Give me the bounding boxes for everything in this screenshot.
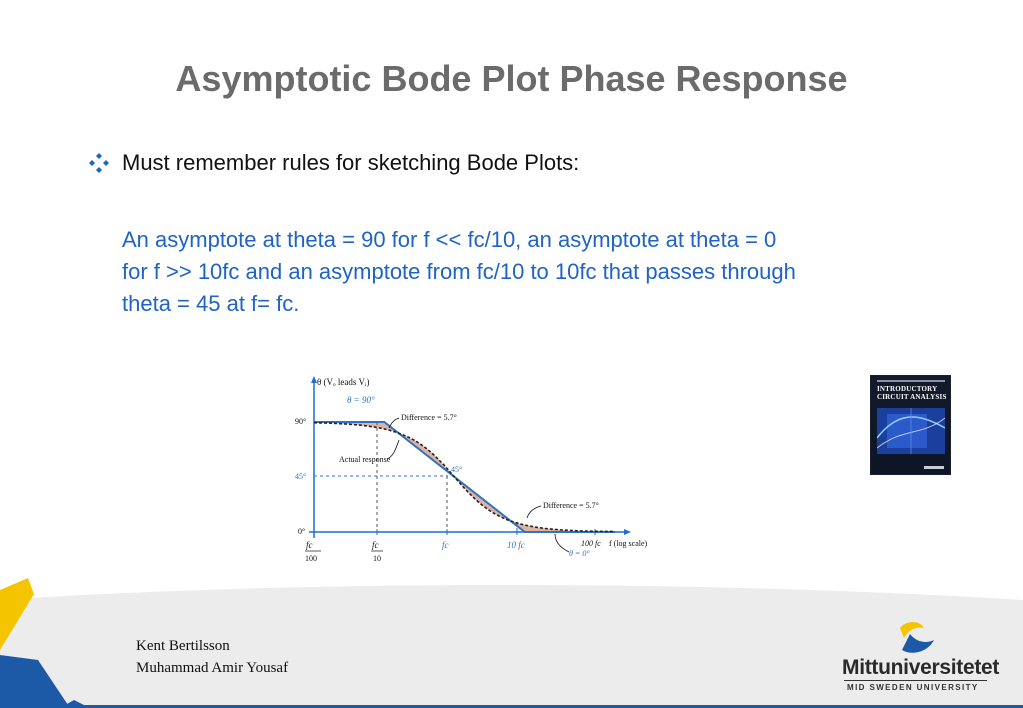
author-name: Muhammad Amir Yousaf	[136, 660, 289, 676]
logo-divider	[844, 680, 987, 681]
theta-0-label: θ = 0°	[569, 549, 590, 558]
rule-paragraph	[122, 224, 942, 320]
x-tick-fc10-top: fc	[372, 540, 379, 550]
diamond-bullet-icon	[88, 152, 110, 174]
x-tick-fc100-top: fc	[306, 540, 313, 550]
label-45-on-curve: 45°	[451, 465, 463, 474]
theta-0-pointer	[555, 534, 569, 552]
y-tick-90: 90°	[295, 417, 307, 426]
y-tick-0: 0°	[298, 527, 306, 536]
x-axis-label: f (log scale)	[609, 539, 648, 548]
y-tick-45: 45°	[295, 472, 307, 481]
x-tick-10fc: 10 fc	[507, 540, 525, 550]
difference-region-top	[342, 422, 454, 477]
slide-title: Asymptotic Bode Plot Phase Response	[175, 58, 848, 99]
rule-line: An asymptote at theta = 90 for f << fc/10, an asymptote at theta = 0	[122, 227, 777, 252]
book-title-line: CIRCUIT ANALYSIS	[877, 393, 947, 401]
rule-line: theta = 45 at f= fc.	[122, 291, 300, 316]
difference-top-label: Difference = 5.7°	[401, 413, 457, 422]
university-logo-name: Mittuniversitetet	[842, 656, 1000, 679]
x-tick-fc100-bottom: 100	[305, 554, 317, 563]
author-name: Kent Bertilsson	[136, 638, 230, 654]
y-axis-label: θ (Vₒ leads Vᵢ)	[317, 377, 370, 387]
theta-90-label: θ = 90°	[347, 395, 375, 405]
rule-line: for f >> 10fc and an asymptote from fc/10 to 10fc that passes through	[122, 259, 796, 284]
difference-bottom-pointer	[527, 506, 541, 518]
bode-phase-plot	[293, 372, 658, 572]
actual-response-line	[314, 423, 615, 532]
textbook-cover-image	[870, 375, 951, 475]
x-tick-fc: fc	[442, 540, 449, 550]
difference-bottom-label: Difference = 5.7°	[543, 501, 599, 510]
university-logo-icon	[894, 620, 938, 656]
book-title-line: INTRODUCTORY	[877, 385, 938, 393]
bullet-text: Must remember rules for sketching Bode Plots:	[122, 150, 580, 175]
university-logo-subtitle: MID SWEDEN UNIVERSITY	[847, 683, 979, 692]
actual-response-label: Actual response	[339, 455, 391, 464]
asymptote-line	[314, 422, 615, 532]
x-tick-100fc: 100 fc	[581, 539, 601, 548]
bullet-item	[88, 150, 579, 176]
x-axis-arrow-icon	[624, 529, 631, 535]
x-tick-fc10-bottom: 10	[373, 554, 381, 563]
book-cover-art	[877, 408, 945, 454]
